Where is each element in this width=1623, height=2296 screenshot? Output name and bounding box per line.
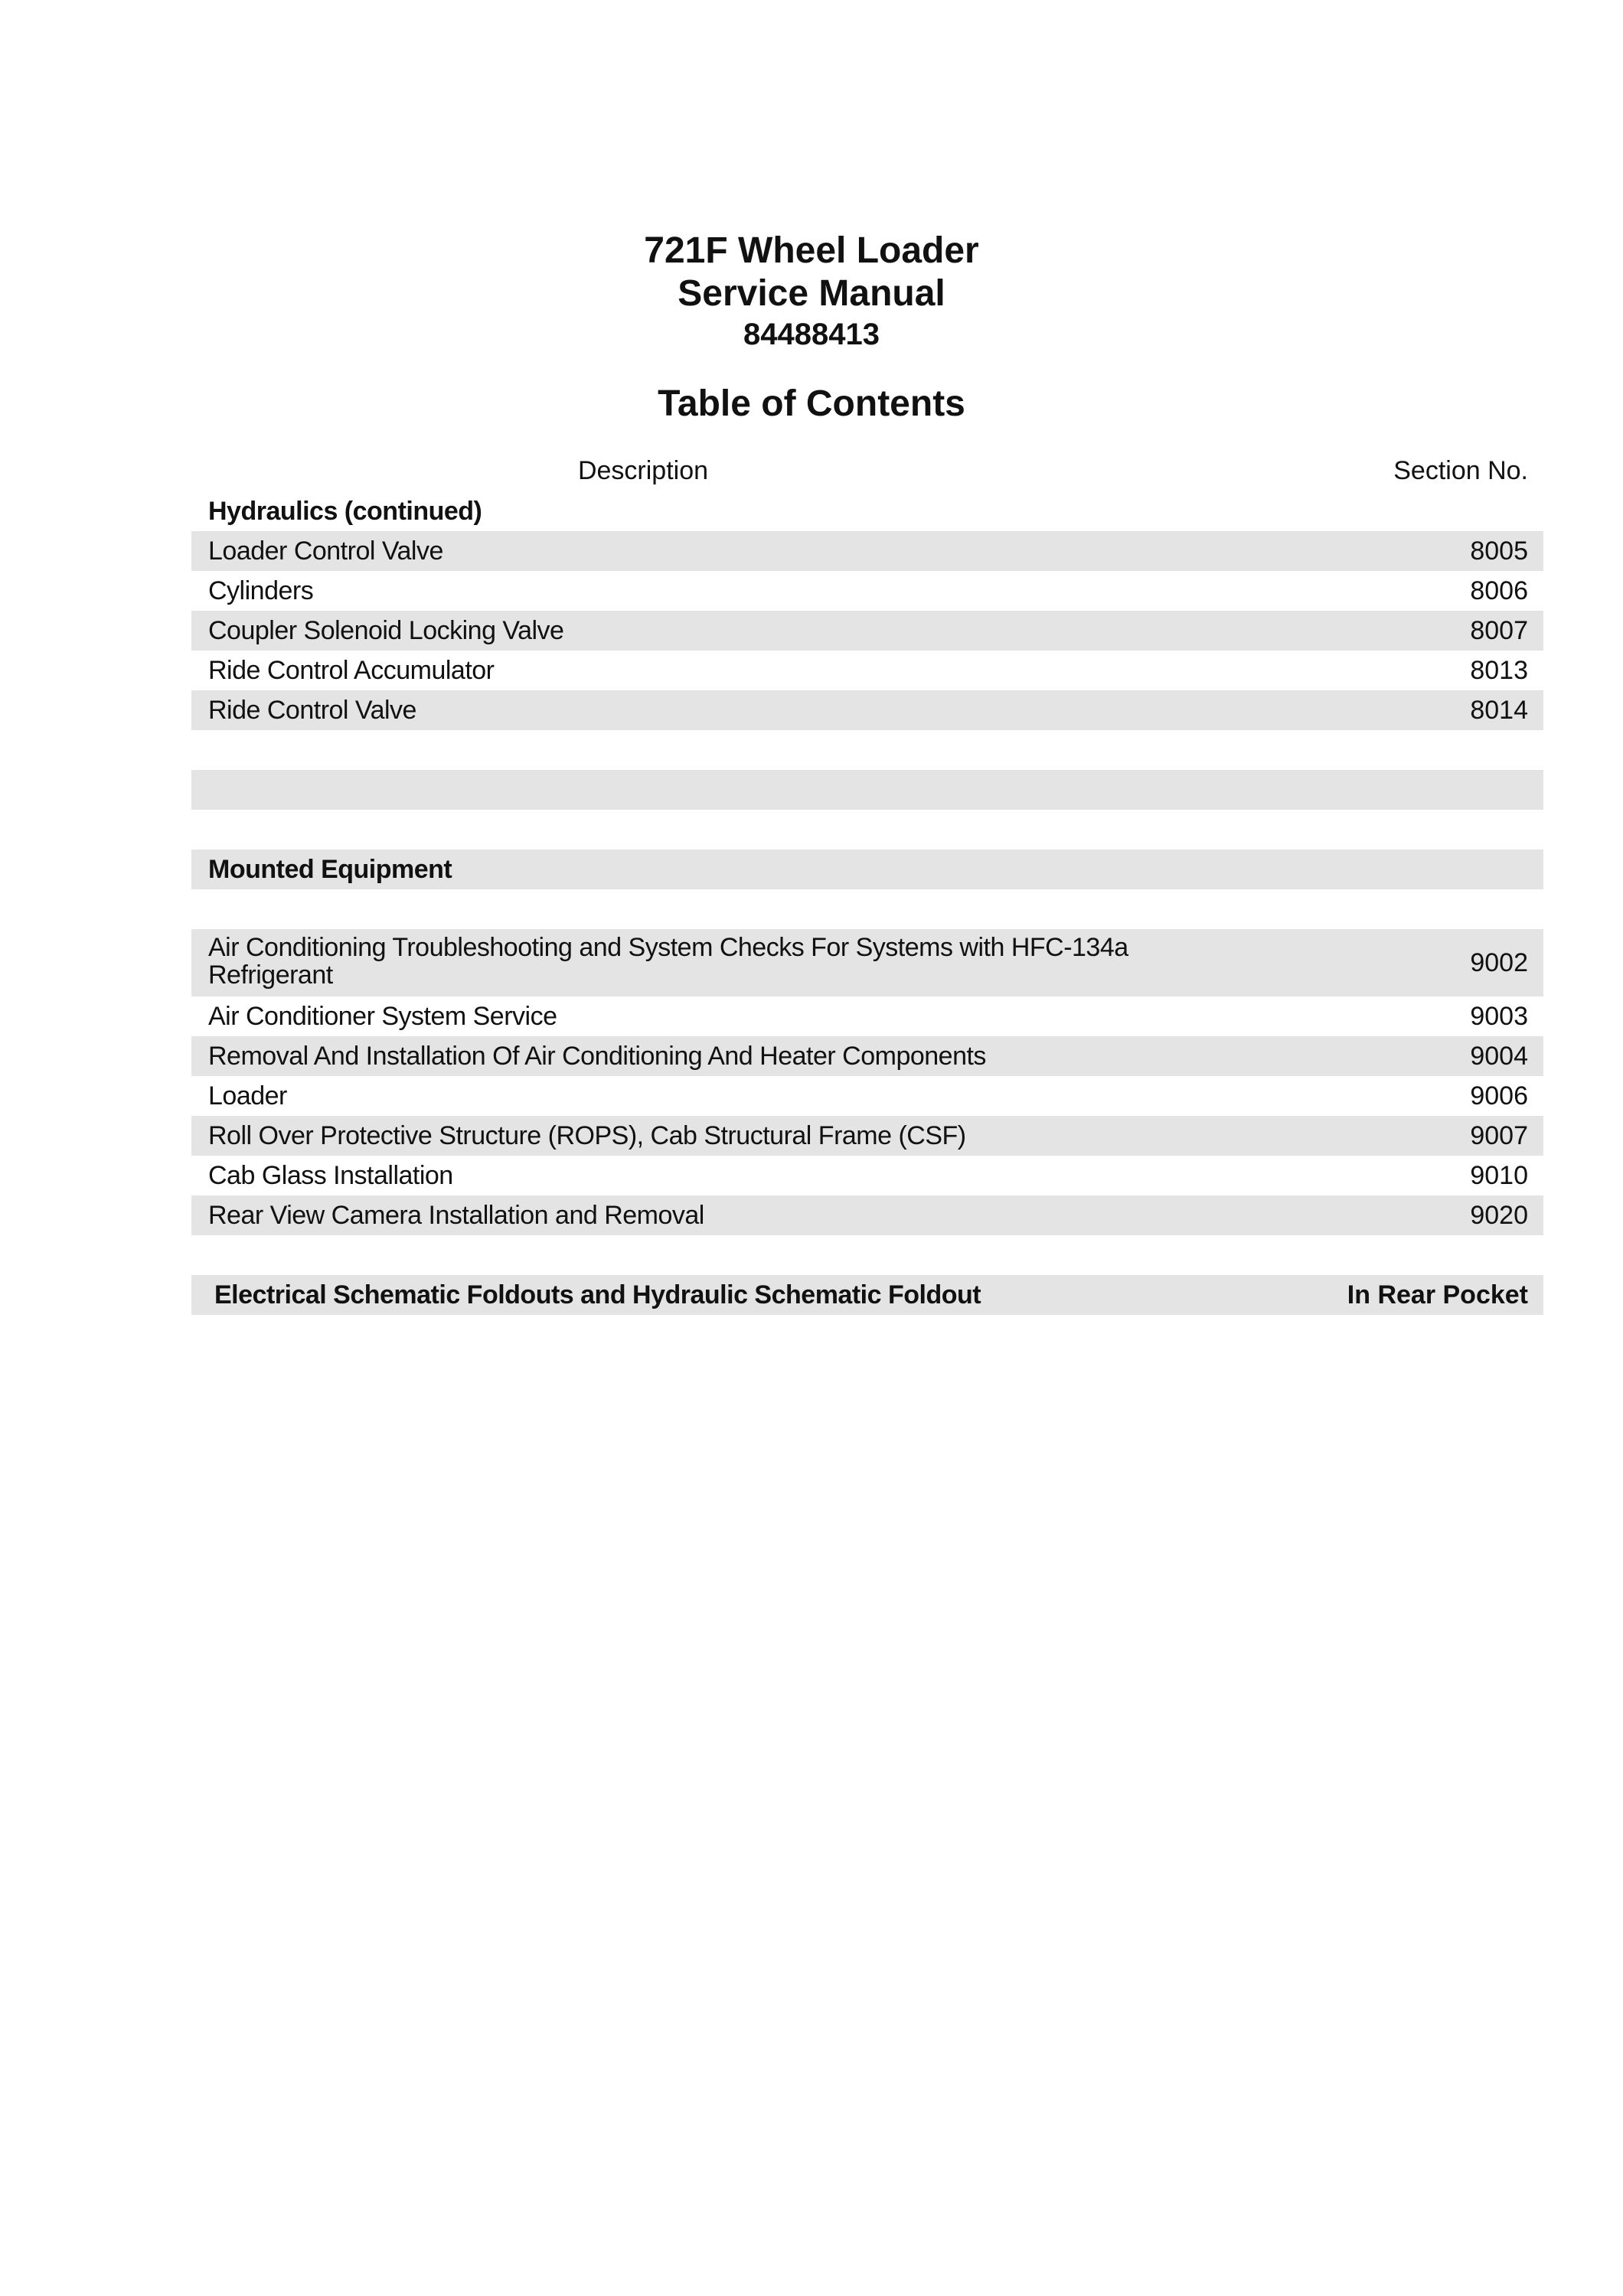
toc-row-section-number: 8005 [1470,536,1528,566]
toc-row-description: Ride Control Accumulator [208,656,495,685]
toc-row-section-number: 9002 [1470,948,1528,977]
toc-row-section-number: 8006 [1470,576,1528,605]
toc-row[interactable] [191,571,1543,611]
row-spacer [191,889,1543,929]
toc-row-foldouts[interactable] [191,1275,1543,1315]
row-spacer [191,730,1543,770]
part-number: 84488413 [743,318,880,351]
toc-row-description: Removal And Installation Of Air Conditioning And Heater Components [208,1042,986,1071]
toc-row[interactable] [191,1195,1543,1235]
toc-row[interactable] [191,1156,1543,1195]
toc-row-section-number: 9010 [1470,1161,1528,1190]
empty-shaded-row [191,770,1543,810]
toc-row-section-number: 8014 [1470,696,1528,725]
row-spacer [191,810,1543,850]
toc-title: Table of Contents [658,383,965,424]
toc-row-description-line-2: Refrigerant [208,960,333,990]
toc-row-section-number: 9006 [1470,1081,1528,1110]
toc-row-section-number: In Rear Pocket [1347,1280,1528,1309]
section-heading-mounted-equipment [191,850,1543,889]
toc-row[interactable] [191,996,1543,1036]
toc-row[interactable] [191,651,1543,690]
toc-row-description: Roll Over Protective Structure (ROPS), Cab Structural Frame (CSF) [208,1121,966,1150]
toc-row-section-number: 9007 [1470,1121,1528,1150]
toc-row-description: Cab Glass Installation [208,1161,453,1190]
section-heading-hydraulics [191,491,1543,531]
section-column-header: Section No. [1393,456,1528,485]
toc-row-description: Loader Control Valve [208,536,443,566]
toc-row-description [208,934,1188,989]
toc-row[interactable] [191,611,1543,651]
toc-row-section-number: 8007 [1470,616,1528,645]
toc-row-description: Electrical Schematic Foldouts and Hydraulic Schematic Foldout [214,1280,981,1309]
section-heading-label: Hydraulics (continued) [208,497,482,526]
toc-row-section-number: 9020 [1470,1201,1528,1230]
section-heading-label: Mounted Equipment [208,855,452,884]
toc-row-description: Coupler Solenoid Locking Valve [208,616,564,645]
toc-row-section-number: 8013 [1470,656,1528,685]
toc-row[interactable] [191,1036,1543,1076]
document-header [0,230,1623,354]
toc-row[interactable] [191,531,1543,571]
description-column-header: Description [577,456,709,485]
table-of-contents [191,452,1543,1315]
toc-row[interactable] [191,1116,1543,1156]
column-headers [191,452,1543,491]
row-spacer [191,1235,1543,1275]
manual-title-line-1: 721F Wheel Loader [644,230,979,271]
toc-row-description-line-1: Air Conditioning Troubleshooting and System Checks For Systems with HFC-134a [208,933,1128,962]
toc-row[interactable] [191,929,1543,996]
toc-row-description: Air Conditioner System Service [208,1002,557,1031]
toc-row[interactable] [191,690,1543,730]
manual-title-line-2: Service Manual [678,273,945,314]
toc-row-description: Loader [208,1081,287,1110]
toc-row-description: Rear View Camera Installation and Removal [208,1201,704,1230]
toc-row-section-number: 9004 [1470,1042,1528,1071]
toc-row[interactable] [191,1076,1543,1116]
toc-row-description: Cylinders [208,576,314,605]
toc-row-section-number: 9003 [1470,1002,1528,1031]
toc-row-description: Ride Control Valve [208,696,416,725]
